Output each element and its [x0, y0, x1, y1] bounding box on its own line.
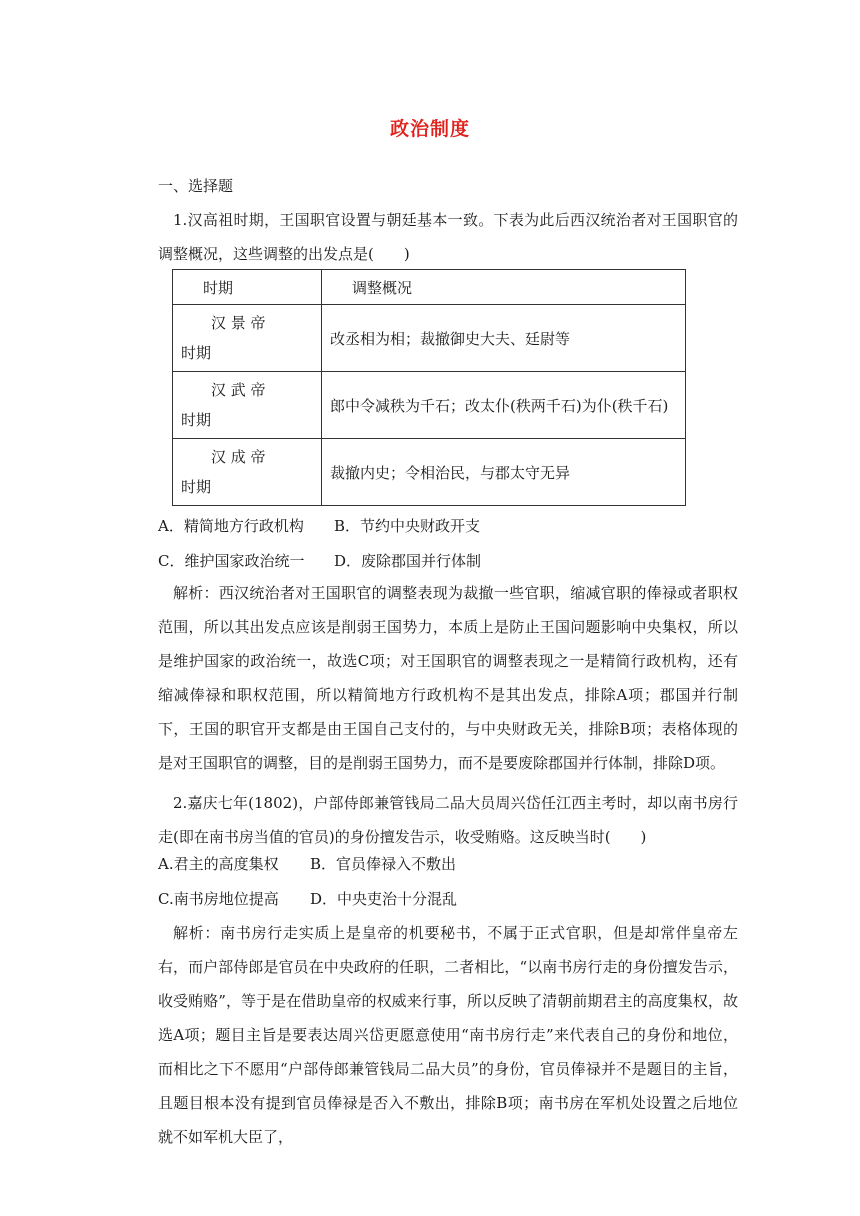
option-b: B．官员俸禄入不敷出	[310, 855, 457, 873]
table-row	[173, 372, 686, 439]
document-title: 政治制度	[389, 118, 470, 140]
question-2-analysis: 解析：南书房行走实质上是皇帝的机要秘书，不属于正式官职，但是却常伴皇帝左右，而户部侍郎是官员在中央政府的任职，二者相比，“以南书房行走的身份擅发告示，收受贿赂”，等于是在借助皇帝的权威来行事，所以反映了清朝前期君主的高度集权，故选A项；题目主旨是要表达周兴岱更愿意使用“南书房行走”来代表自己的身份和地位，而相比之下不愿用“户部侍郎兼管钱局二品大员”的身份，官员俸禄并不是题目的主旨，且题目根本没有提到官员俸禄是否入不敷出，排除B项；南书房在军机处设置之后地位就不如军机大臣了，	[158, 924, 738, 1146]
option-b: B．节约中央财政开支	[334, 517, 481, 535]
question-1-table	[172, 269, 686, 506]
question-2-stem: 2.嘉庆七年(1802)，户部侍郎兼管钱局二品大员周兴岱任江西主考时，却以南书房行走(即在南书房当值的官员)的身份擅发告示，收受贿赂。这反映当时( )	[158, 794, 738, 846]
table-row	[173, 439, 686, 506]
table-cell-period: 汉 景 帝 时期	[173, 305, 322, 372]
question-1-stem: 1.汉高祖时期，王国职官设置与朝廷基本一致。下表为此后西汉统治者对王国职官的调整概况，这些调整的出发点是( )	[158, 211, 738, 263]
table-cell-content: 改丞相为相；裁撤御史大夫、廷尉等	[322, 305, 686, 372]
table-cell-period: 汉 成 帝 时期	[173, 439, 322, 506]
table-cell-content: 裁撤内史；令相治民，与郡太守无异	[322, 439, 686, 506]
table-cell-content: 郎中令减秩为千石；改太仆(秩两千石)为仆(秩千石)	[322, 372, 686, 439]
section-heading: 一、选择题	[158, 177, 234, 195]
table-header-row	[173, 270, 686, 305]
table-header-period: 时期	[173, 270, 322, 305]
table-header-content: 调整概况	[322, 270, 686, 305]
table-cell-period: 汉 武 帝 时期	[173, 372, 322, 439]
option-d: D．废除郡国并行体制	[334, 552, 482, 570]
option-c: C.南书房地位提高	[158, 890, 279, 908]
option-d: D．中央吏治十分混乱	[310, 890, 458, 908]
question-1-analysis: 解析：西汉统治者对王国职官的调整表现为裁撤一些官职，缩减官职的俸禄或者职权范围，所以其出发点应该是削弱王国势力，本质上是防止王国问题影响中央集权，所以是维护国家的政治统一，故选C项；对王国职官的调整表现之一是精简行政机构，还有缩减俸禄和职权范围，所以精简地方行政机构不是其出发点，排除A项；郡国并行制下，王国的职官开支都是由王国自己支付的，与中央财政无关，排除B项；表格体现的是对王国职官的调整，目的是削弱王国势力，而不是要废除郡国并行体制，排除D项。	[158, 584, 738, 772]
option-c: C．维护国家政治统一	[158, 552, 305, 570]
option-a: A．精简地方行政机构	[158, 517, 304, 535]
table-row	[173, 305, 686, 372]
option-a: A.君主的高度集权	[158, 855, 279, 873]
